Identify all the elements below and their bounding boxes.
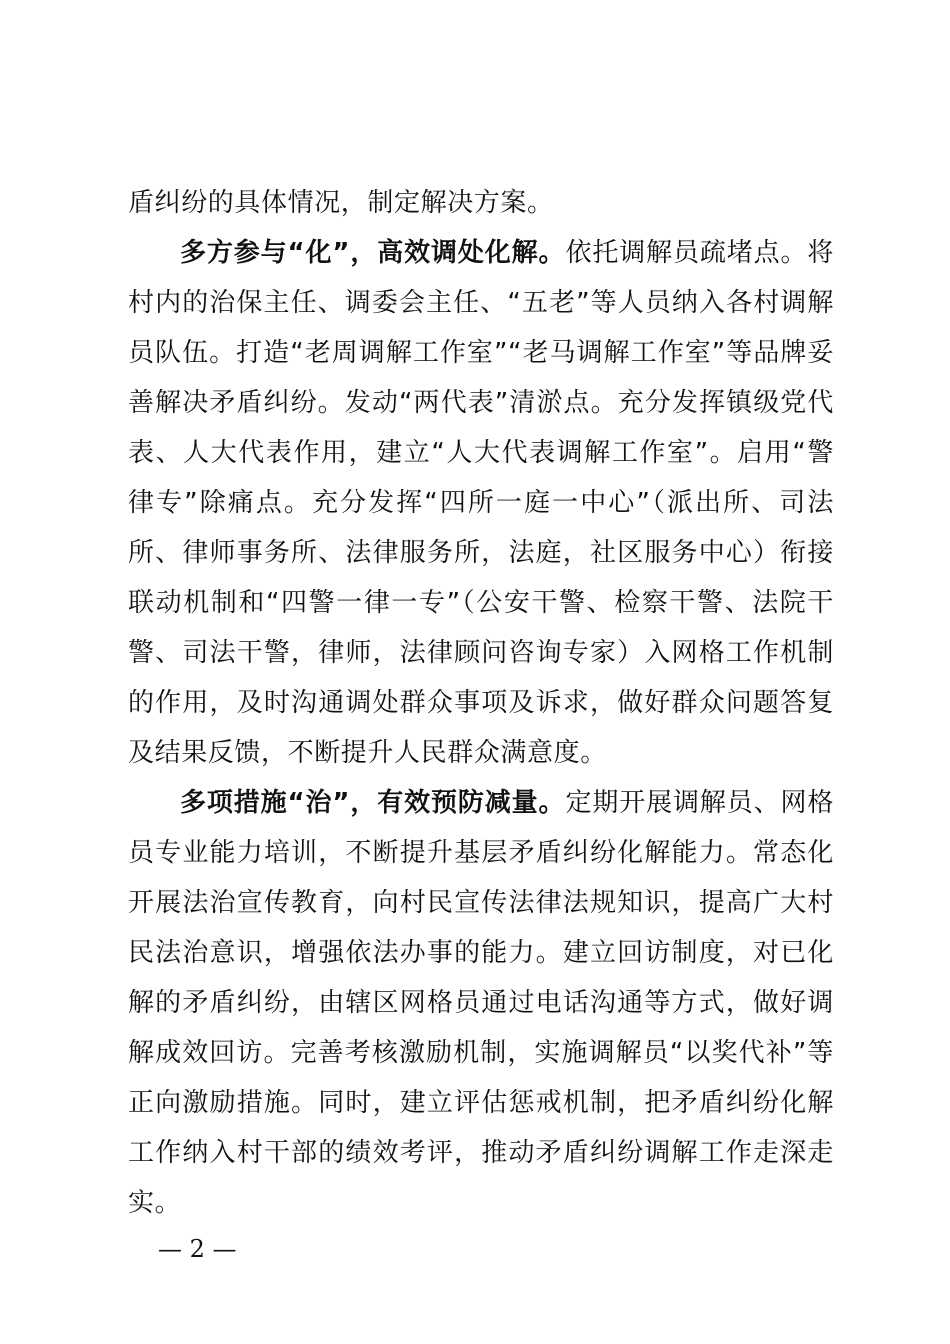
paragraph-continuation: 盾纠纷的具体情况，制定解决方案。 [128, 188, 554, 218]
paragraph-multi-party-mediation [128, 228, 834, 778]
paragraph-heading: 多方参与“化”，高效调处化解。 [180, 238, 566, 268]
paragraph-text: 定期开展调解员、网格员专业能力培训，不断提升基层矛盾纠纷化解能力。常态化开展法治宣传教育，向村民宣传法律法规知识，提高广大村民法治意识，增强依法办事的能力。建立回访制度，对已化解的矛盾纠纷，由辖区网格员通过电话沟通等方式，做好调解成效回访。完善考核激励机制，实施调解员“以奖代补”等正向激励措施。同时，建立评估惩戒机制，把矛盾纠纷化解工作纳入村干部的绩效考评，推动矛盾纠纷调解工作走深走实。 [128, 788, 834, 1218]
document-body [128, 178, 834, 1228]
paragraph-heading: 多项措施“治”，有效预防减量。 [180, 788, 566, 818]
paragraph-text: 依托调解员疏堵点。将村内的治保主任、调委会主任、“五老”等人员纳入各村调解员队伍。打造“老周调解工作室”“老马调解工作室”等品牌妥善解决矛盾纠纷。发动“两代表”清淤点。充分发挥镇级党代表、人大代表作用，建立“人大代表调解工作室”。启用“警律专”除痛点。充分发挥“四所一庭一中心”（派出所、司法所、律师事务所、法律服务所，法庭，社区服务中心）衔接联动机制和“四警一律一专”（公安干警、检察干警、法院干警、司法干警，律师，法律顾问咨询专家）入网格工作机制的作用，及时沟通调处群众事项及诉求，做好群众问题答复及结果反馈，不断提升人民群众满意度。 [128, 238, 834, 768]
paragraph-multi-measure-governance [128, 778, 834, 1228]
page-number: — 2 — [158, 1235, 237, 1263]
